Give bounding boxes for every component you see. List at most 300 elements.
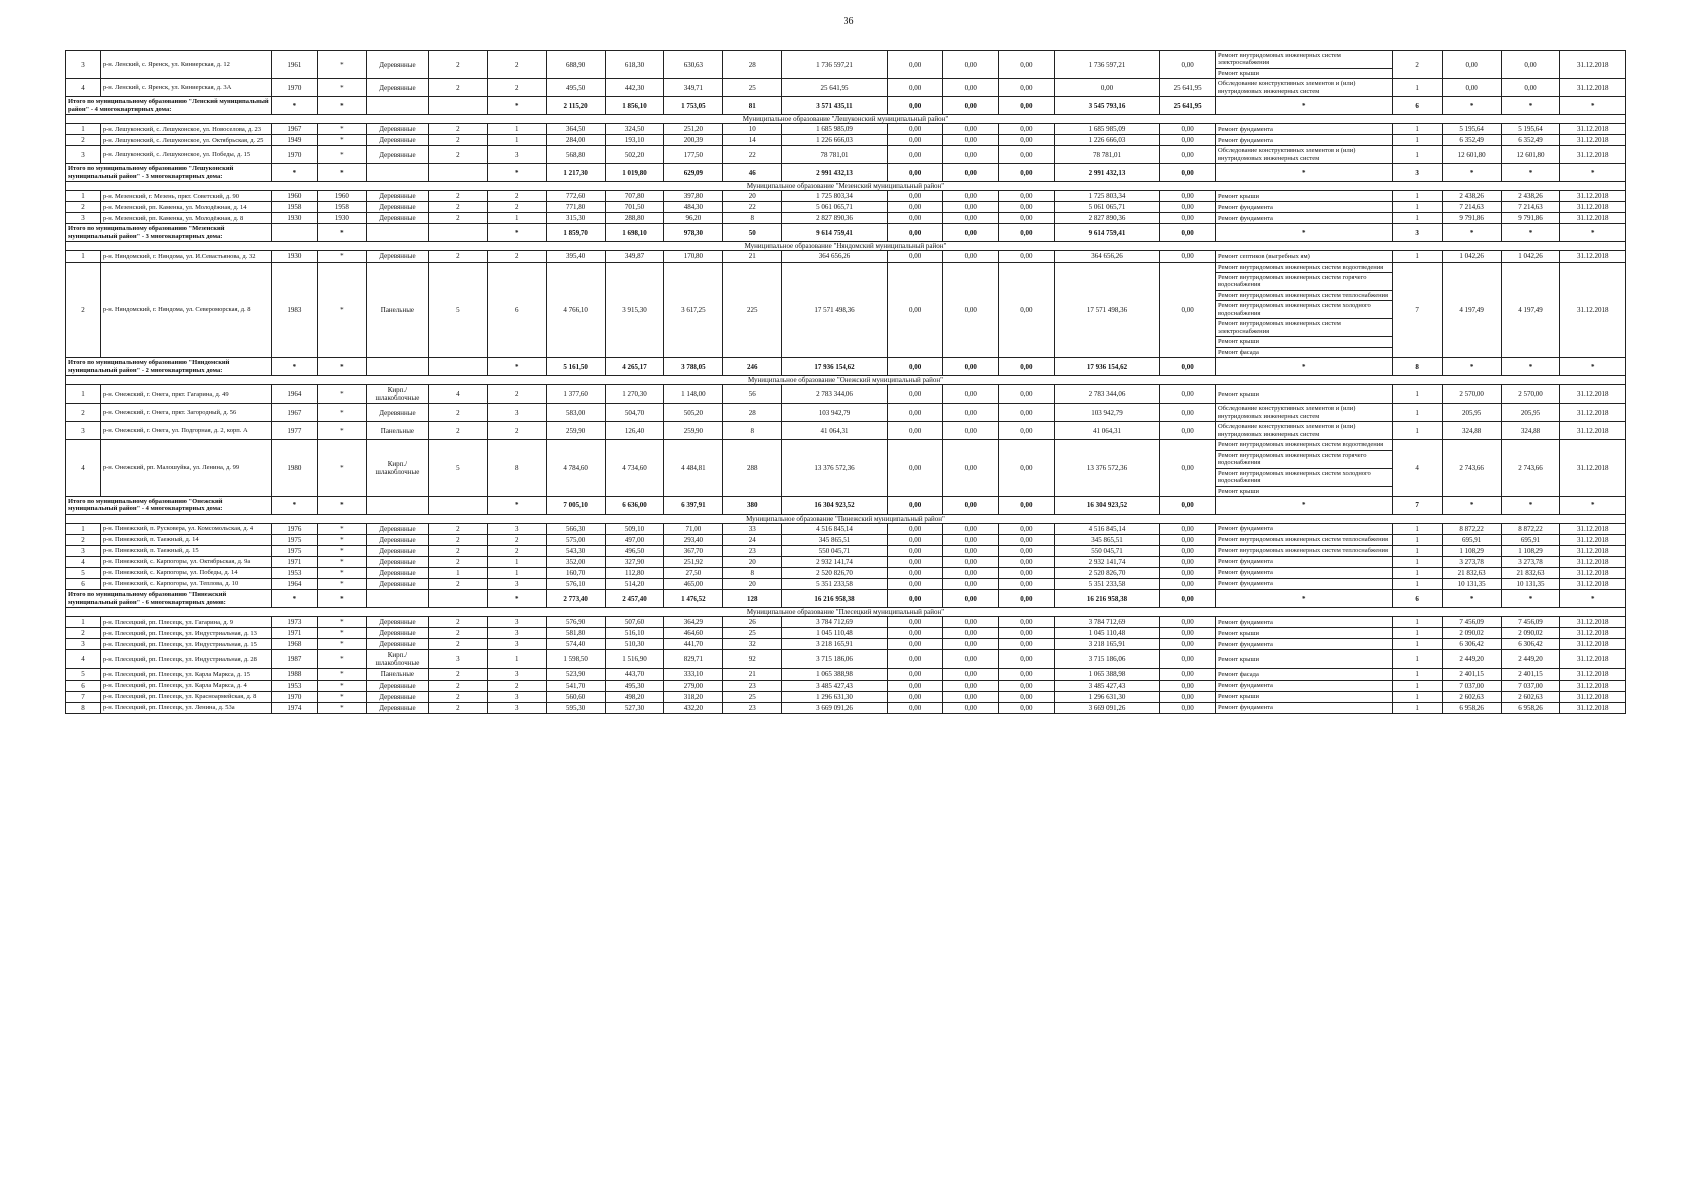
cell-total-area: 315,30 — [546, 213, 605, 224]
cell-year-built: 1976 — [272, 523, 318, 534]
cell-max-unit-cost: 7 214,63 — [1501, 202, 1560, 213]
cell-entrances: * — [487, 97, 546, 115]
cell-owned-area: 367,70 — [664, 546, 723, 557]
cell-total-area: 688,90 — [546, 51, 605, 79]
cell-material: Панельные — [366, 669, 428, 680]
work-type-item: Ремонт внутридомовых инженерных систем теплоснабжения — [1217, 547, 1389, 555]
cell-max-unit-cost: 9 791,86 — [1501, 213, 1560, 224]
cell-completion-date: 31.12.2018 — [1560, 213, 1626, 224]
cell-total-cost: 1 065 388,98 — [782, 669, 888, 680]
cell-total-area: 566,30 — [546, 523, 605, 534]
cell-year-renovated: * — [317, 358, 366, 376]
cell-entrances: 2 — [487, 191, 546, 202]
cell-owned-area: 1 148,00 — [664, 385, 723, 404]
cell-year-built: 1974 — [272, 702, 318, 713]
cell-fund-regional: 0,00 — [943, 650, 999, 669]
cell-year-renovated: * — [317, 669, 366, 680]
cell-floors: 2 — [428, 191, 487, 202]
total-row — [66, 590, 1626, 608]
cell-total-cost: 1 685 985,09 — [782, 124, 888, 135]
cell-fund-regional: 0,00 — [943, 135, 999, 146]
cell-completion-date: 31.12.2018 — [1560, 251, 1626, 262]
work-type-item: Ремонт внутридомовых инженерных систем теплоснабжения — [1216, 291, 1392, 301]
cell-material: Деревянные — [366, 51, 428, 79]
cell-year-renovated: * — [317, 440, 366, 497]
cell-residents: 8 — [723, 213, 782, 224]
cell-address: р-н. Онежский, г. Онега, пркт. Загородный, д. 56 — [100, 404, 271, 422]
cell-year-renovated: * — [317, 691, 366, 702]
cell-fund-other: 0,00 — [1160, 213, 1216, 224]
cell-unit-cost: 205,95 — [1442, 404, 1501, 422]
cell-completion-date: 31.12.2018 — [1560, 691, 1626, 702]
cell-work-types — [1215, 523, 1392, 534]
cell-entrances: 1 — [487, 557, 546, 568]
cell-living-area: 1 270,30 — [605, 385, 664, 404]
work-type-item: Обследование конструктивных элементов и (или) внутридомовых инженерных систем — [1217, 147, 1356, 162]
cell-total-area: 583,00 — [546, 404, 605, 422]
cell-fund-local: 0,00 — [999, 628, 1055, 639]
cell-fund-local: 0,00 — [999, 702, 1055, 713]
cell-total-area: 5 161,50 — [546, 358, 605, 376]
cell-work-types — [1215, 213, 1392, 224]
cell-living-area: 1 019,80 — [605, 164, 664, 182]
cell-year-renovated: * — [317, 404, 366, 422]
cell-max-unit-cost: 7 037,00 — [1501, 680, 1560, 691]
table-row — [66, 691, 1626, 702]
cell-total-area: 495,50 — [546, 79, 605, 97]
cell-year-renovated: * — [317, 628, 366, 639]
cell-fund-regional: 0,00 — [943, 440, 999, 497]
cell-max-unit-cost: 7 456,09 — [1501, 617, 1560, 628]
cell-max-unit-cost: * — [1501, 97, 1560, 115]
cell-owned-area: 318,20 — [664, 691, 723, 702]
cell-fund-local: 0,00 — [999, 202, 1055, 213]
cell-fund-federal: 0,00 — [887, 546, 943, 557]
cell-fund-local: 0,00 — [999, 579, 1055, 590]
cell-unit-cost: 6 352,49 — [1442, 135, 1501, 146]
cell-work-count: 7 — [1392, 496, 1442, 514]
cell-owned-area: 441,70 — [664, 639, 723, 650]
cell-fund-federal: 0,00 — [887, 135, 943, 146]
cell-work-types — [1215, 639, 1392, 650]
cell-entrances: 1 — [487, 135, 546, 146]
cell-living-area: 442,30 — [605, 79, 664, 97]
work-type-item: Ремонт фундамента — [1217, 136, 1273, 144]
cell-fund-federal: 0,00 — [887, 124, 943, 135]
cell-work-count: 1 — [1392, 202, 1442, 213]
cell-total-area: 576,90 — [546, 617, 605, 628]
cell-year-built — [272, 224, 318, 242]
cell-floors: 2 — [428, 251, 487, 262]
cell-completion-date: 31.12.2018 — [1560, 124, 1626, 135]
cell-unit-cost: * — [1442, 496, 1501, 514]
district-title: Муниципальное образование "Лешуконский муниципальный район" — [66, 115, 1626, 124]
district-title: Муниципальное образование "Плесецкий муниципальный район" — [66, 608, 1626, 617]
table-row — [66, 669, 1626, 680]
work-type-item: Ремонт внутридомовых инженерных систем водоотведения — [1216, 263, 1392, 273]
cell-row-number: 5 — [66, 568, 101, 579]
cell-row-number: 4 — [66, 440, 101, 497]
cell-work-count: 1 — [1392, 639, 1442, 650]
district-header-row — [66, 514, 1626, 523]
cell-floors: 2 — [428, 146, 487, 164]
work-type-item: Ремонт фундамента — [1217, 125, 1273, 133]
cell-year-renovated: * — [317, 650, 366, 669]
cell-total-area: 1 377,60 — [546, 385, 605, 404]
table-row — [66, 557, 1626, 568]
cell-fund-owners: 9 614 759,41 — [1054, 224, 1160, 242]
cell-row-number: 3 — [66, 51, 101, 79]
cell-fund-owners: 2 520 826,70 — [1054, 568, 1160, 579]
work-type-item: Ремонт крыши — [1217, 487, 1259, 495]
cell-max-unit-cost: 6 958,26 — [1501, 702, 1560, 713]
work-type-item: Обследование конструктивных элементов и (или) внутридомовых инженерных систем — [1217, 423, 1356, 438]
cell-work-count: 1 — [1392, 691, 1442, 702]
cell-residents: 20 — [723, 579, 782, 590]
cell-unit-cost: 21 832,63 — [1442, 568, 1501, 579]
cell-total-area: 523,90 — [546, 669, 605, 680]
cell-work-count: 1 — [1392, 669, 1442, 680]
cell-row-number: 8 — [66, 702, 101, 713]
cell-work-count: 1 — [1392, 617, 1442, 628]
cell-work-count: 1 — [1392, 680, 1442, 691]
cell-owned-area: 177,50 — [664, 146, 723, 164]
cell-address: р-н. Плесецкий, рп. Плесецк, ул. Красноармейская, д. 8 — [100, 691, 271, 702]
cell-fund-federal: 0,00 — [887, 590, 943, 608]
cell-total-area: 1 859,70 — [546, 224, 605, 242]
work-type-item: Ремонт фундамента — [1217, 640, 1273, 648]
cell-fund-federal: 0,00 — [887, 579, 943, 590]
cell-residents: 14 — [723, 135, 782, 146]
cell-living-area: 1 516,90 — [605, 650, 664, 669]
cell-work-types — [1215, 691, 1392, 702]
table-row — [66, 135, 1626, 146]
cell-total-area: 2 773,40 — [546, 590, 605, 608]
cell-total-area: 2 115,20 — [546, 97, 605, 115]
work-type-item: Ремонт крыши — [1217, 390, 1259, 398]
cell-fund-owners: 41 064,31 — [1054, 422, 1160, 440]
cell-address: р-н. Ленский, с. Яренск, ул. Киниерская, д. 3А — [100, 79, 271, 97]
cell-total-cost: 41 064,31 — [782, 422, 888, 440]
cell-fund-other: 0,00 — [1160, 440, 1216, 497]
cell-total-area: 560,60 — [546, 691, 605, 702]
table-row — [66, 251, 1626, 262]
cell-work-count: 1 — [1392, 135, 1442, 146]
table-row — [66, 523, 1626, 534]
cell-entrances: 1 — [487, 213, 546, 224]
cell-fund-local: 0,00 — [999, 650, 1055, 669]
cell-fund-owners: 3 218 165,91 — [1054, 639, 1160, 650]
cell-fund-regional: 0,00 — [943, 97, 999, 115]
cell-fund-federal: 0,00 — [887, 191, 943, 202]
cell-floors: 2 — [428, 557, 487, 568]
cell-completion-date: 31.12.2018 — [1560, 262, 1626, 358]
work-type-item: Ремонт фундамента — [1217, 681, 1273, 689]
work-type-item: Ремонт внутридомовых инженерных систем холодного водоснабжения — [1216, 469, 1392, 487]
cell-fund-other: 0,00 — [1160, 135, 1216, 146]
cell-residents: 26 — [723, 617, 782, 628]
cell-fund-owners: 1 296 631,30 — [1054, 691, 1160, 702]
cell-total-cost: 5 061 065,71 — [782, 202, 888, 213]
cell-work-types — [1215, 262, 1392, 358]
cell-fund-owners: 1 685 985,09 — [1054, 124, 1160, 135]
cell-floors: 2 — [428, 202, 487, 213]
cell-fund-owners: 4 516 845,14 — [1054, 523, 1160, 534]
cell-work-types — [1215, 146, 1392, 164]
cell-material: Деревянные — [366, 568, 428, 579]
cell-fund-federal: 0,00 — [887, 535, 943, 546]
cell-entrances: * — [487, 358, 546, 376]
cell-material: Деревянные — [366, 691, 428, 702]
cell-row-number: 6 — [66, 680, 101, 691]
cell-residents: 32 — [723, 639, 782, 650]
cell-material: Деревянные — [366, 523, 428, 534]
cell-completion-date: 31.12.2018 — [1560, 440, 1626, 497]
cell-total-area: 574,40 — [546, 639, 605, 650]
cell-fund-local: 0,00 — [999, 680, 1055, 691]
cell-residents: 8 — [723, 568, 782, 579]
cell-total-area: 284,00 — [546, 135, 605, 146]
cell-year-built: 1949 — [272, 135, 318, 146]
cell-total-cost: 1 736 597,21 — [782, 51, 888, 79]
cell-total-cost: 345 865,51 — [782, 535, 888, 546]
cell-address: р-н. Плесецкий, рп. Плесецк, ул. Индустриальная, д. 28 — [100, 650, 271, 669]
table-row — [66, 191, 1626, 202]
cell-year-renovated: * — [317, 702, 366, 713]
cell-floors: 2 — [428, 124, 487, 135]
cell-floors — [428, 590, 487, 608]
cell-fund-federal: 0,00 — [887, 213, 943, 224]
cell-row-number: 1 — [66, 251, 101, 262]
cell-total-area: 4 766,10 — [546, 262, 605, 358]
cell-work-count: 1 — [1392, 579, 1442, 590]
cell-completion-date: 31.12.2018 — [1560, 650, 1626, 669]
cell-total-cost: 9 614 759,41 — [782, 224, 888, 242]
cell-fund-local: 0,00 — [999, 251, 1055, 262]
cell-fund-regional: 0,00 — [943, 535, 999, 546]
table-row — [66, 702, 1626, 713]
cell-fund-other: 0,00 — [1160, 535, 1216, 546]
cell-residents: 33 — [723, 523, 782, 534]
cell-residents: 288 — [723, 440, 782, 497]
table-row — [66, 79, 1626, 97]
cell-entrances: * — [487, 164, 546, 182]
work-type-item: Ремонт фундамента — [1217, 703, 1273, 711]
cell-completion-date: * — [1560, 590, 1626, 608]
cell-year-renovated: * — [317, 523, 366, 534]
cell-unit-cost: 3 273,78 — [1442, 557, 1501, 568]
cell-fund-local: 0,00 — [999, 440, 1055, 497]
cell-total-area: 160,70 — [546, 568, 605, 579]
cell-fund-other: 0,00 — [1160, 590, 1216, 608]
cell-work-count: 1 — [1392, 404, 1442, 422]
cell-row-number: 4 — [66, 557, 101, 568]
cell-completion-date: 31.12.2018 — [1560, 568, 1626, 579]
cell-fund-owners: 3 784 712,69 — [1054, 617, 1160, 628]
cell-fund-other: 0,00 — [1160, 146, 1216, 164]
cell-floors — [428, 224, 487, 242]
cell-work-types — [1215, 51, 1392, 79]
cell-unit-cost: 12 601,80 — [1442, 146, 1501, 164]
cell-address: р-н. Онежский, г. Онега, ул. Подгорная, д. 2, корп. А — [100, 422, 271, 440]
cell-fund-regional: 0,00 — [943, 51, 999, 79]
district-header-row — [66, 376, 1626, 385]
cell-work-types — [1215, 385, 1392, 404]
cell-residents: 23 — [723, 702, 782, 713]
cell-row-number: 3 — [66, 213, 101, 224]
cell-fund-other: 0,00 — [1160, 546, 1216, 557]
cell-fund-federal: 0,00 — [887, 568, 943, 579]
cell-material — [366, 224, 428, 242]
work-type-item: Ремонт фундамента — [1217, 558, 1273, 566]
cell-fund-federal: 0,00 — [887, 51, 943, 79]
cell-floors — [428, 358, 487, 376]
cell-material: Деревянные — [366, 702, 428, 713]
cell-owned-area: 364,29 — [664, 617, 723, 628]
cell-year-built: 1970 — [272, 691, 318, 702]
cell-owned-area: 251,92 — [664, 557, 723, 568]
cell-year-built: * — [272, 358, 318, 376]
cell-living-area: 495,30 — [605, 680, 664, 691]
cell-fund-local: 0,00 — [999, 404, 1055, 422]
cell-total-area: 1 598,50 — [546, 650, 605, 669]
cell-total-cost: 103 942,79 — [782, 404, 888, 422]
cell-address: р-н. Плесецкий, рп. Плесецк, ул. Индустриальная, д. 15 — [100, 639, 271, 650]
cell-residents: 81 — [723, 97, 782, 115]
cell-row-number: 6 — [66, 579, 101, 590]
cell-max-unit-cost: 1 042,26 — [1501, 251, 1560, 262]
cell-fund-owners: 1 045 110,48 — [1054, 628, 1160, 639]
cell-material: Кирп./шлакоблочные — [366, 650, 428, 669]
work-type-item: Ремонт фасада — [1217, 348, 1259, 356]
cell-floors: 2 — [428, 639, 487, 650]
cell-unit-cost: 324,88 — [1442, 422, 1501, 440]
cell-total-area: 364,50 — [546, 124, 605, 135]
cell-row-number: 1 — [66, 385, 101, 404]
cell-fund-other: 25 641,95 — [1160, 97, 1216, 115]
cell-entrances: * — [487, 496, 546, 514]
cell-total-cost: 2 520 826,70 — [782, 568, 888, 579]
cell-address: р-н. Лешуконский, с. Лешуконское, ул. Победы, д. 15 — [100, 146, 271, 164]
cell-total-area: 595,30 — [546, 702, 605, 713]
cell-residents: 25 — [723, 628, 782, 639]
cell-fund-regional: 0,00 — [943, 404, 999, 422]
cell-row-number: 4 — [66, 650, 101, 669]
cell-material: Деревянные — [366, 628, 428, 639]
cell-fund-local: 0,00 — [999, 535, 1055, 546]
cell-completion-date: 31.12.2018 — [1560, 191, 1626, 202]
cell-year-built: 1987 — [272, 650, 318, 669]
cell-year-renovated: * — [317, 262, 366, 358]
cell-living-area: 443,70 — [605, 669, 664, 680]
cell-total-cost: 17 571 498,36 — [782, 262, 888, 358]
district-header-row — [66, 242, 1626, 251]
cell-unit-cost: 7 037,00 — [1442, 680, 1501, 691]
cell-completion-date: 31.12.2018 — [1560, 546, 1626, 557]
cell-fund-owners: 3 715 186,06 — [1054, 650, 1160, 669]
cell-unit-cost: 8 872,22 — [1442, 523, 1501, 534]
cell-work-count: 2 — [1392, 51, 1442, 79]
cell-work-types — [1215, 202, 1392, 213]
cell-total-cost: 1 296 631,30 — [782, 691, 888, 702]
cell-total-area: 575,00 — [546, 535, 605, 546]
cell-fund-owners: 2 991 432,13 — [1054, 164, 1160, 182]
cell-max-unit-cost: 8 872,22 — [1501, 523, 1560, 534]
cell-year-renovated: 1930 — [317, 213, 366, 224]
cell-work-count: 8 — [1392, 358, 1442, 376]
cell-total-area: 581,80 — [546, 628, 605, 639]
cell-fund-regional: 0,00 — [943, 191, 999, 202]
cell-unit-cost: * — [1442, 358, 1501, 376]
cell-year-built: 1968 — [272, 639, 318, 650]
cell-unit-cost: 2 438,26 — [1442, 191, 1501, 202]
cell-fund-owners: 16 216 958,38 — [1054, 590, 1160, 608]
cell-fund-owners: 3 545 793,16 — [1054, 97, 1160, 115]
cell-material: Деревянные — [366, 617, 428, 628]
cell-owned-area: 200,39 — [664, 135, 723, 146]
cell-fund-federal: 0,00 — [887, 628, 943, 639]
cell-year-renovated: * — [317, 146, 366, 164]
cell-year-built: 1964 — [272, 579, 318, 590]
cell-max-unit-cost: 12 601,80 — [1501, 146, 1560, 164]
cell-address: р-н. Мезенский, г. Мезень, пркт. Советский, д. 90 — [100, 191, 271, 202]
cell-address: р-н. Пинежский, п. Русковера, ул. Комсомольская, д. 4 — [100, 523, 271, 534]
cell-work-types: * — [1215, 164, 1392, 182]
cell-residents: 21 — [723, 669, 782, 680]
cell-year-built: 1953 — [272, 568, 318, 579]
cell-fund-other: 0,00 — [1160, 557, 1216, 568]
cell-owned-area: 629,09 — [664, 164, 723, 182]
cell-row-number: 7 — [66, 691, 101, 702]
cell-year-built: 1960 — [272, 191, 318, 202]
cell-owned-area: 279,00 — [664, 680, 723, 691]
cell-fund-local: 0,00 — [999, 191, 1055, 202]
cell-floors: 2 — [428, 702, 487, 713]
cell-material: Деревянные — [366, 146, 428, 164]
cell-year-renovated: * — [317, 97, 366, 115]
cell-living-area: 516,10 — [605, 628, 664, 639]
cell-year-renovated: * — [317, 568, 366, 579]
cell-residents: 23 — [723, 546, 782, 557]
cell-entrances: 8 — [487, 440, 546, 497]
cell-year-built: 1977 — [272, 422, 318, 440]
cell-owned-area: 465,00 — [664, 579, 723, 590]
cell-living-area: 509,10 — [605, 523, 664, 534]
cell-fund-local: 0,00 — [999, 358, 1055, 376]
cell-entrances: 1 — [487, 124, 546, 135]
cell-residents: 25 — [723, 79, 782, 97]
cell-living-area: 112,80 — [605, 568, 664, 579]
cell-residents: 24 — [723, 535, 782, 546]
cell-address: р-н. Пинежский, п. Таежный, д. 15 — [100, 546, 271, 557]
cell-year-renovated: * — [317, 164, 366, 182]
cell-fund-regional: 0,00 — [943, 422, 999, 440]
cell-work-types — [1215, 124, 1392, 135]
cell-work-types — [1215, 680, 1392, 691]
cell-fund-federal: 0,00 — [887, 251, 943, 262]
cell-completion-date: 31.12.2018 — [1560, 680, 1626, 691]
cell-fund-owners: 1 736 597,21 — [1054, 51, 1160, 79]
table-row — [66, 202, 1626, 213]
cell-living-area: 3 915,30 — [605, 262, 664, 358]
total-label: Итого по муниципальному образованию "Мезенский муниципальный район" - 3 многоквартирных дома: — [66, 224, 272, 242]
cell-residents: 25 — [723, 691, 782, 702]
cell-work-types: * — [1215, 358, 1392, 376]
cell-unit-cost: 9 791,86 — [1442, 213, 1501, 224]
cell-completion-date: 31.12.2018 — [1560, 579, 1626, 590]
cell-year-renovated: * — [317, 224, 366, 242]
cell-living-area: 126,40 — [605, 422, 664, 440]
